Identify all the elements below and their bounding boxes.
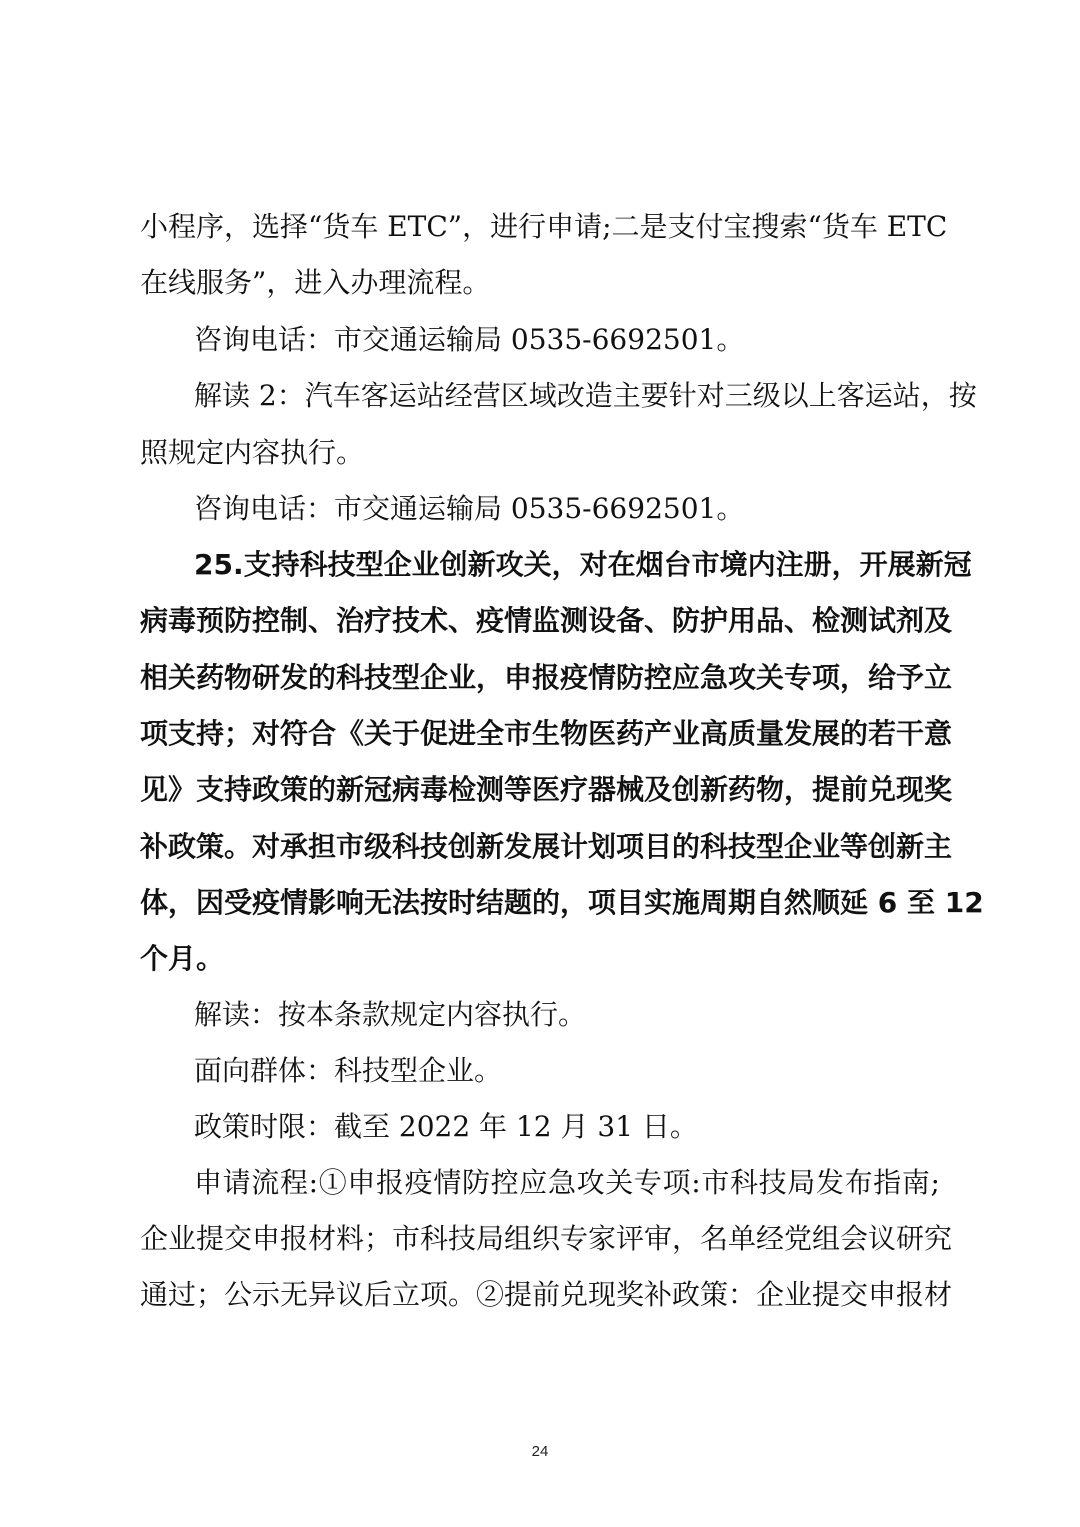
text-line-7: 25.支持科技型企业创新攻关，对在烟台市境内注册，开展新冠 [194, 548, 972, 581]
text-line-15: 解读：按本条款规定内容执行。 [194, 998, 587, 1031]
text-line-10: 项支持；对符合《关于促进全市生物医药产业高质量发展的若干意 [140, 717, 953, 750]
text-line-14: 个月。 [140, 942, 225, 975]
text-line-4: 解读 2：汽车客运站经营区域改造主要针对三级以上客运站，按 [194, 379, 977, 412]
text-line-1: 小程序，选择“货车 ETC”，进行申请;二是支付宝搜索“货车 ETC [140, 210, 948, 243]
text-line-18: 申请流程:①申报疫情防控应急攻关专项:市科技局发布指南; [194, 1166, 940, 1199]
text-line-11: 见》支持政策的新冠病毒检测等医疗器械及创新药物，提前兑现奖 [140, 773, 953, 806]
page-number: 24 [531, 1443, 549, 1460]
text-line-8: 病毒预防控制、治疗技术、疫情监测设备、防护用品、检测试剂及 [140, 604, 953, 637]
text-line-3: 咨询电话：市交通运输局 0535-6692501。 [194, 323, 745, 356]
text-line-20: 通过；公示无异议后立项。②提前兑现奖补政策：企业提交申报材 [140, 1278, 953, 1311]
text-line-13: 体，因受疫情影响无法按时结题的，项目实施周期自然顺延 6 至 12 [140, 886, 984, 919]
text-line-16: 面向群体：科技型企业。 [194, 1054, 503, 1087]
text-line-17: 政策时限：截至 2022 年 12 月 31 日。 [194, 1110, 698, 1143]
text-line-6: 咨询电话：市交通运输局 0535-6692501。 [194, 492, 745, 525]
text-line-2: 在线服务”，进入办理流程。 [140, 266, 491, 299]
text-line-12: 补政策。对承担市级科技创新发展计划项目的科技型企业等创新主 [140, 830, 953, 863]
text-line-9: 相关药物研发的科技型企业，申报疫情防控应急攻关专项，给予立 [140, 661, 953, 694]
text-line-19: 企业提交申报材料；市科技局组织专家评审，名单经党组会议研究 [140, 1222, 953, 1255]
text-line-5: 照规定内容执行。 [140, 436, 365, 469]
